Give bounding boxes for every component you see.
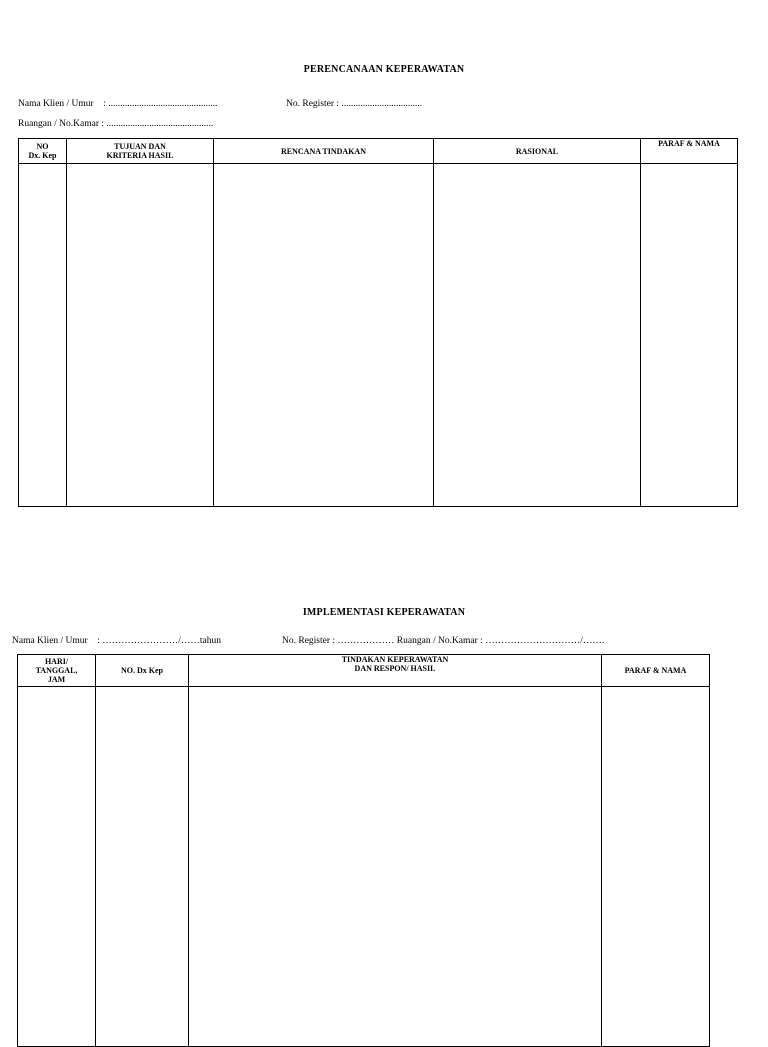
cell-no-dx-kep[interactable]: [19, 164, 67, 507]
planning-room-line: [18, 119, 213, 129]
cell-sign-name[interactable]: [641, 164, 738, 507]
planning-table: [18, 138, 738, 507]
cell-nursing-action-response[interactable]: [189, 687, 602, 1047]
implementation-body-row: [18, 687, 710, 1047]
planning-title: PERENCANAAN KEPERAWATAN: [303, 64, 465, 75]
header-sign-name: PARAF & NAMA: [641, 139, 738, 164]
implementation-client-line: [12, 636, 221, 646]
header-sign-name: PARAF & NAMA: [602, 655, 710, 687]
cell-rationale[interactable]: [434, 164, 641, 507]
planning-client-field[interactable]: : ..............................................: [103, 99, 218, 109]
implementation-register-field[interactable]: ………………: [337, 636, 395, 646]
implementation-client-field[interactable]: : ……………………/……tahun: [97, 636, 221, 646]
header-nursing-action-response: TINDAKAN KEPERAWATAN DAN RESPON/ HASIL: [189, 655, 602, 687]
header-no-dx-kep: NO. Dx Kep: [96, 655, 189, 687]
header-rationale: RASIONAL: [434, 139, 641, 164]
header-no-dx-kep: NO Dx. Kep: [19, 139, 67, 164]
planning-client-label: Nama Klien / Umur: [18, 99, 94, 109]
header-day-date-time: HARI/ TANGGAL, JAM: [18, 655, 96, 687]
planning-header-row: [19, 139, 738, 164]
implementation-room-field[interactable]: …………………………/…….: [485, 636, 605, 646]
header-action-plan: RENCANA TINDAKAN: [214, 139, 434, 164]
cell-no-dx-kep[interactable]: [96, 687, 189, 1047]
planning-room-label: Ruangan / No.Kamar :: [18, 119, 105, 129]
planning-room-field[interactable]: .............................................: [106, 119, 214, 129]
cell-day-date-time[interactable]: [18, 687, 96, 1047]
cell-sign-name[interactable]: [602, 687, 710, 1047]
implementation-register-line: [282, 636, 604, 646]
planning-body-row: [19, 164, 738, 507]
implementation-header-row: [18, 655, 710, 687]
implementation-title: IMPLEMENTASI KEPERAWATAN: [302, 607, 466, 618]
implementation-table: [17, 654, 710, 1047]
cell-goal-criteria[interactable]: [67, 164, 214, 507]
planning-register-label: No. Register :: [286, 99, 340, 109]
implementation-room-label: Ruangan / No.Kamar :: [396, 636, 483, 646]
planning-register-field[interactable]: ..................................: [341, 99, 423, 109]
planning-client-line: [18, 99, 217, 109]
cell-action-plan[interactable]: [214, 164, 434, 507]
planning-register-line: [286, 99, 422, 109]
implementation-client-label: Nama Klien / Umur: [12, 636, 88, 646]
implementation-register-label: No. Register :: [282, 636, 336, 646]
header-goal-criteria: TUJUAN DAN KRITERIA HASIL: [67, 139, 214, 164]
